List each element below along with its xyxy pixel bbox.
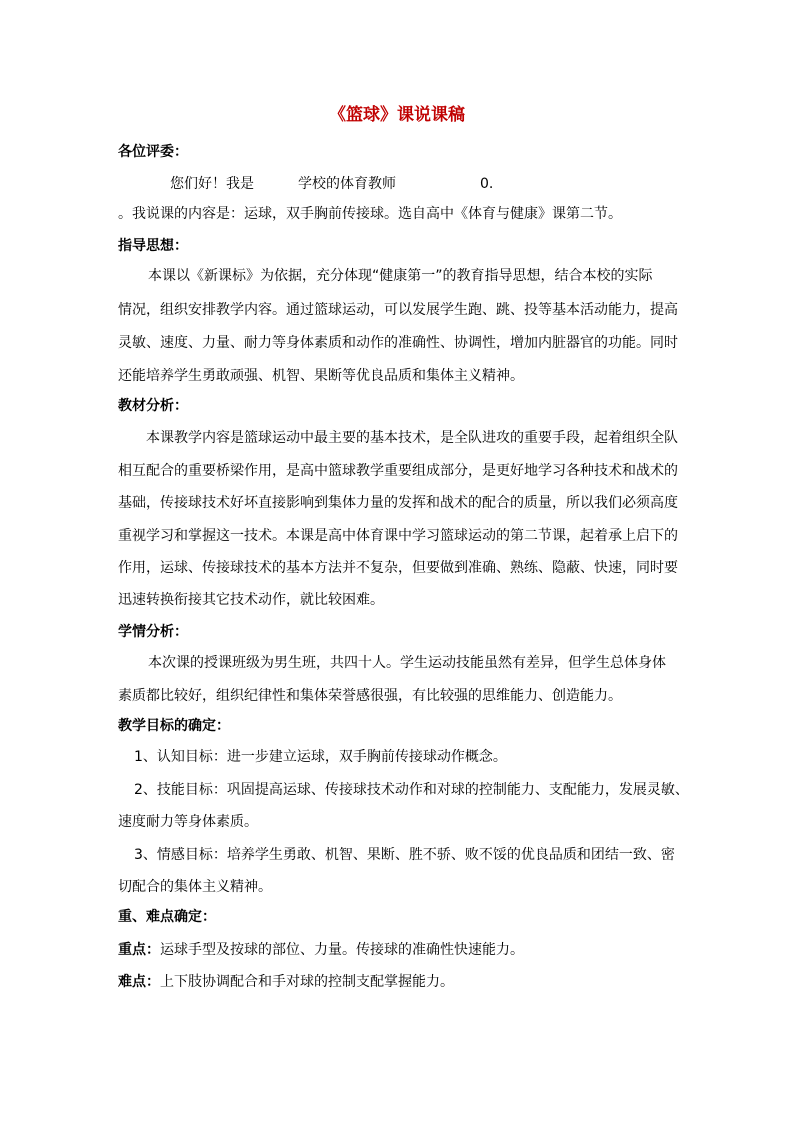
material-line: 迅速转换衔接其它技术动作，就比较困难。	[118, 592, 384, 608]
goal-item-continued: 切配合的集体主义精神。	[118, 879, 272, 895]
guiding-line: 情况，组织安排教学内容。通过篮球运动，可以发展学生跑、跳、投等基本活动能力，提高	[118, 302, 678, 318]
material-line: 作用，运球、传接球技术的基本方法并不复杂，但要做到准确、熟练、隐蔽、快速，同时要	[118, 560, 678, 576]
students-line: 素质都比较好，组织纪律性和集体荣誉感很强，有比较强的思维能力、创造能力。	[118, 688, 622, 704]
difficult-point	[118, 972, 683, 992]
document-title: 《篮球》课说课稿	[329, 105, 465, 125]
goals-heading: 教学目标的确定：	[118, 718, 230, 734]
intro-line-1	[170, 174, 735, 194]
key-point-text: 运球手型及按球的部位、力量。传接球的准确性快速能力。	[160, 942, 524, 958]
difficult-point-text: 上下肢协调配合和手对球的控制支配掌握能力。	[160, 974, 454, 990]
students-heading: 学情分析：	[118, 624, 188, 640]
material-line: 相互配合的重要桥梁作用，是高中篮球教学重要组成部分，是更好地学习各种技术和战术的	[118, 463, 678, 479]
goal-item: 2、技能目标：巩固提高运球、传接球技术动作和对球的控制能力、支配能力，发展灵敏、	[134, 782, 689, 798]
intro-part-2: 学校的体育教师	[298, 176, 396, 192]
goal-item: 1、认知目标：进一步建立运球，双手胸前传接球动作概念。	[134, 749, 507, 765]
intro-part-1: 您们好！我是	[170, 176, 254, 192]
material-heading: 教材分析：	[118, 398, 188, 414]
guiding-heading: 指导思想：	[118, 238, 188, 254]
material-line: 重视学习和掌握这一技术。本课是高中体育课中学习篮球运动的第二节课，起着承上启下的	[118, 528, 678, 544]
goal-item: 3、情感目标：培养学生勇敢、机智、果断、胜不骄、败不馁的优良品质和团结一致、密	[134, 847, 675, 863]
key-point-label: 重点：	[118, 942, 160, 958]
intro-part-3: 0.	[480, 176, 494, 192]
difficult-point-label: 难点：	[118, 974, 160, 990]
greeting: 各位评委：	[118, 144, 188, 160]
keypoints-heading: 重、难点确定：	[118, 909, 216, 925]
intro-line-2: 。我说课的内容是：运球，双手胸前传接球。选自高中《体育与健康》课第二节。	[118, 206, 622, 222]
guiding-line: 本课以《新课标》为依据，充分体现“健康第一”的教育指导思想，结合本校的实际	[148, 268, 653, 284]
key-point	[118, 940, 683, 960]
material-line: 本课教学内容是篮球运动中最主要的基本技术，是全队进攻的重要手段，起着组织全队	[146, 430, 678, 446]
guiding-line: 还能培养学生勇敢顽强、机智、果断等优良品质和集体主义精神。	[118, 368, 524, 384]
material-line: 基础，传接球技术好坏直接影响到集体力量的发挥和战术的配合的质量，所以我们必须高度	[118, 495, 678, 511]
goal-item-continued: 速度耐力等身体素质。	[118, 814, 258, 830]
students-line: 本次课的授课班级为男生班，共四十人。学生运动技能虽然有差异，但学生总体身体	[148, 655, 666, 671]
guiding-line: 灵敏、速度、力量、耐力等身体素质和动作的准确性、协调性，增加内脏器官的功能。同时	[118, 335, 678, 351]
